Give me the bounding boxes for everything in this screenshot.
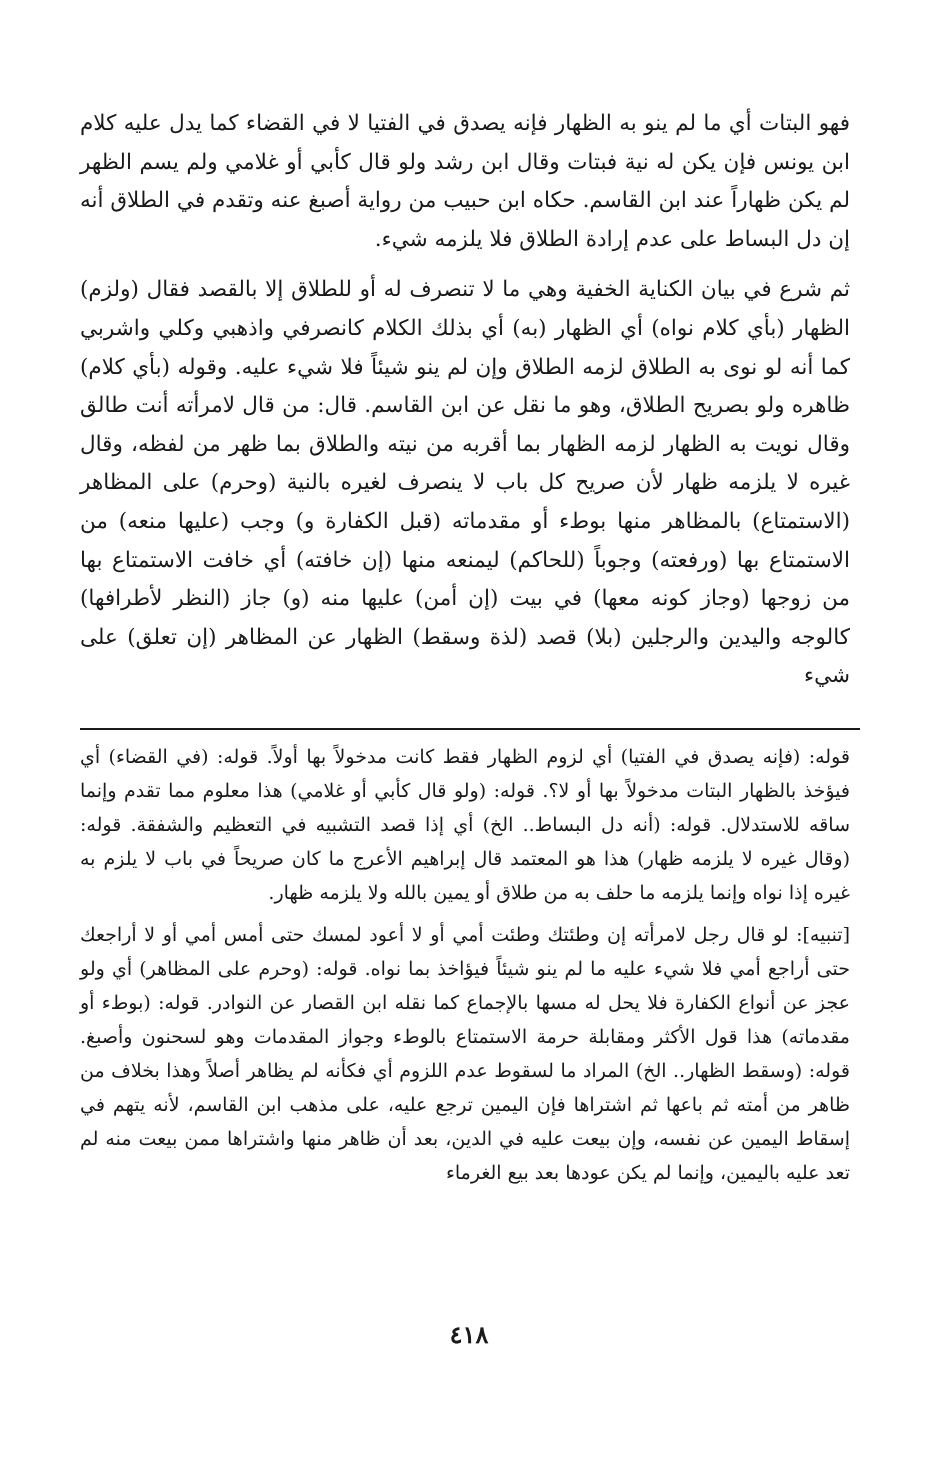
footnote-paragraph-2: [تنبيه]: لو قال رجل لامرأته إن وطئتك وطئت أمي أو لا أعود لمسك حتى أمس أمي أو لا أراجعك حتى أراجع أمي فلا شيء عليه ما لم ينو شيئاً فيؤاخذ بما نواه. قوله: (وحرم على المظاهر) أي ولو عجز عن أنواع الكفارة فلا يحل له مسها بالإجماع كما نقله ابن القصار عن النوادر. قوله: (بوطء أو مقدماته) هذا قول الأكثر ومقابلة حرمة الاستمتاع بالوطء وجواز المقدمات وهو لسحنون وأصبغ. قوله: (وسقط الظهار.. الخ) المراد ما لسقوط عدم اللزوم أي فكأنه لم يظاهر أصلاً وهذا بخلاف من ظاهر من أمته ثم باعها ثم اشتراها فإن اليمين ترجع عليه، على مذهب ابن القاسم، لأنه يتهم في إسقاط اليمين عن نفسه، وإن بيعت عليه في الدين، بعد أن ظاهر منها واشتراها ممن بيعت منه لم تعد عليه باليمين، وإنما لم يكن عودها بعد بيع الغرماء: [80, 924, 850, 1184]
footnote-separator-line: [80, 728, 860, 730]
page-number: ٤١٨: [449, 1320, 489, 1349]
main-text: [80, 105, 850, 696]
footnote-paragraph-1: قوله: (فإنه يصدق في الفتيا) أي لزوم الظهار فقط كانت مدخولاً بها أولاً. قوله: (في القضاء) أي فيؤخذ بالظهار البتات مدخولاً بها أو لا؟. قوله: (ولو قال كأبي أو غلامي) هذا معلوم مما تقدم وإنما ساقه للاستدلال. قوله: (أنه دل البساط.. الخ) أي إذا قصد التشبيه في التعظيم والشفقة. قوله: (وقال غيره لا يلزمه ظهار) هذا هو المعتمد قال إبراهيم الأعرج ما كان صريحاً في باب لا يلزم به غيره إذا نواه وإنما يلزمه ما حلف به من طلاق أو يمين بالله ولا يلزمه ظهار.: [80, 746, 850, 904]
main-paragraph-1: فهو البتات أي ما لم ينو به الظهار فإنه يصدق في الفتيا لا في القضاء كما يدل عليه كلام ابن يونس فإن يكن له نية فبتات وقال ابن رشد ولو قال كأبي أو غلامي ولم يسم الظهر لم يكن ظهاراً عند ابن القاسم. حكاه ابن حبيب من رواية أصبغ عنه وتقدم في الطلاق أنه إن دل البساط على عدم إرادة الطلاق فلا يلزمه شيء.: [80, 111, 850, 252]
footnotes: [80, 740, 850, 1190]
main-paragraph-2: ثم شرع في بيان الكناية الخفية وهي ما لا تنصرف له أو للطلاق إلا بالقصد فقال (ولزم) الظهار (بأي كلام نواه) أي الظهار (به) أي بذلك الكلام كانصرفي واذهبي وكلي واشربي كما أنه لو نوى به الطلاق لزمه الطلاق وإن لم ينو شيئاً فلا شيء عليه. وقوله (بأي كلام) ظاهره ولو بصريح الطلاق، وهو ما نقل عن ابن القاسم. قال: من قال لامرأته أنت طالق وقال نويت به الظهار لزمه الظهار بما أقربه من نيته والطلاق بما ظهر من لفظه، وقال غيره لا يلزمه ظهار لأن صريح كل باب لا ينصرف لغيره بالنية (وحرم) على المظاهر (الاستمتاع) بالمظاهر منها بوطء أو مقدماته (قبل الكفارة و) وجب (عليها منعه) من الاستمتاع بها (ورفعته) وجوباً (للحاكم) ليمنعه منها (إن خافته) أي خافت الاستمتاع بها من زوجها (وجاز كونه معها) في بيت (إن أمن) عليها منه (و) جاز (النظر لأطرافها) كالوجه واليدين والرجلين (بلا) قصد (لذة وسقط) الظهار عن المظاهر (إن تعلق) على شيء: [80, 277, 850, 689]
